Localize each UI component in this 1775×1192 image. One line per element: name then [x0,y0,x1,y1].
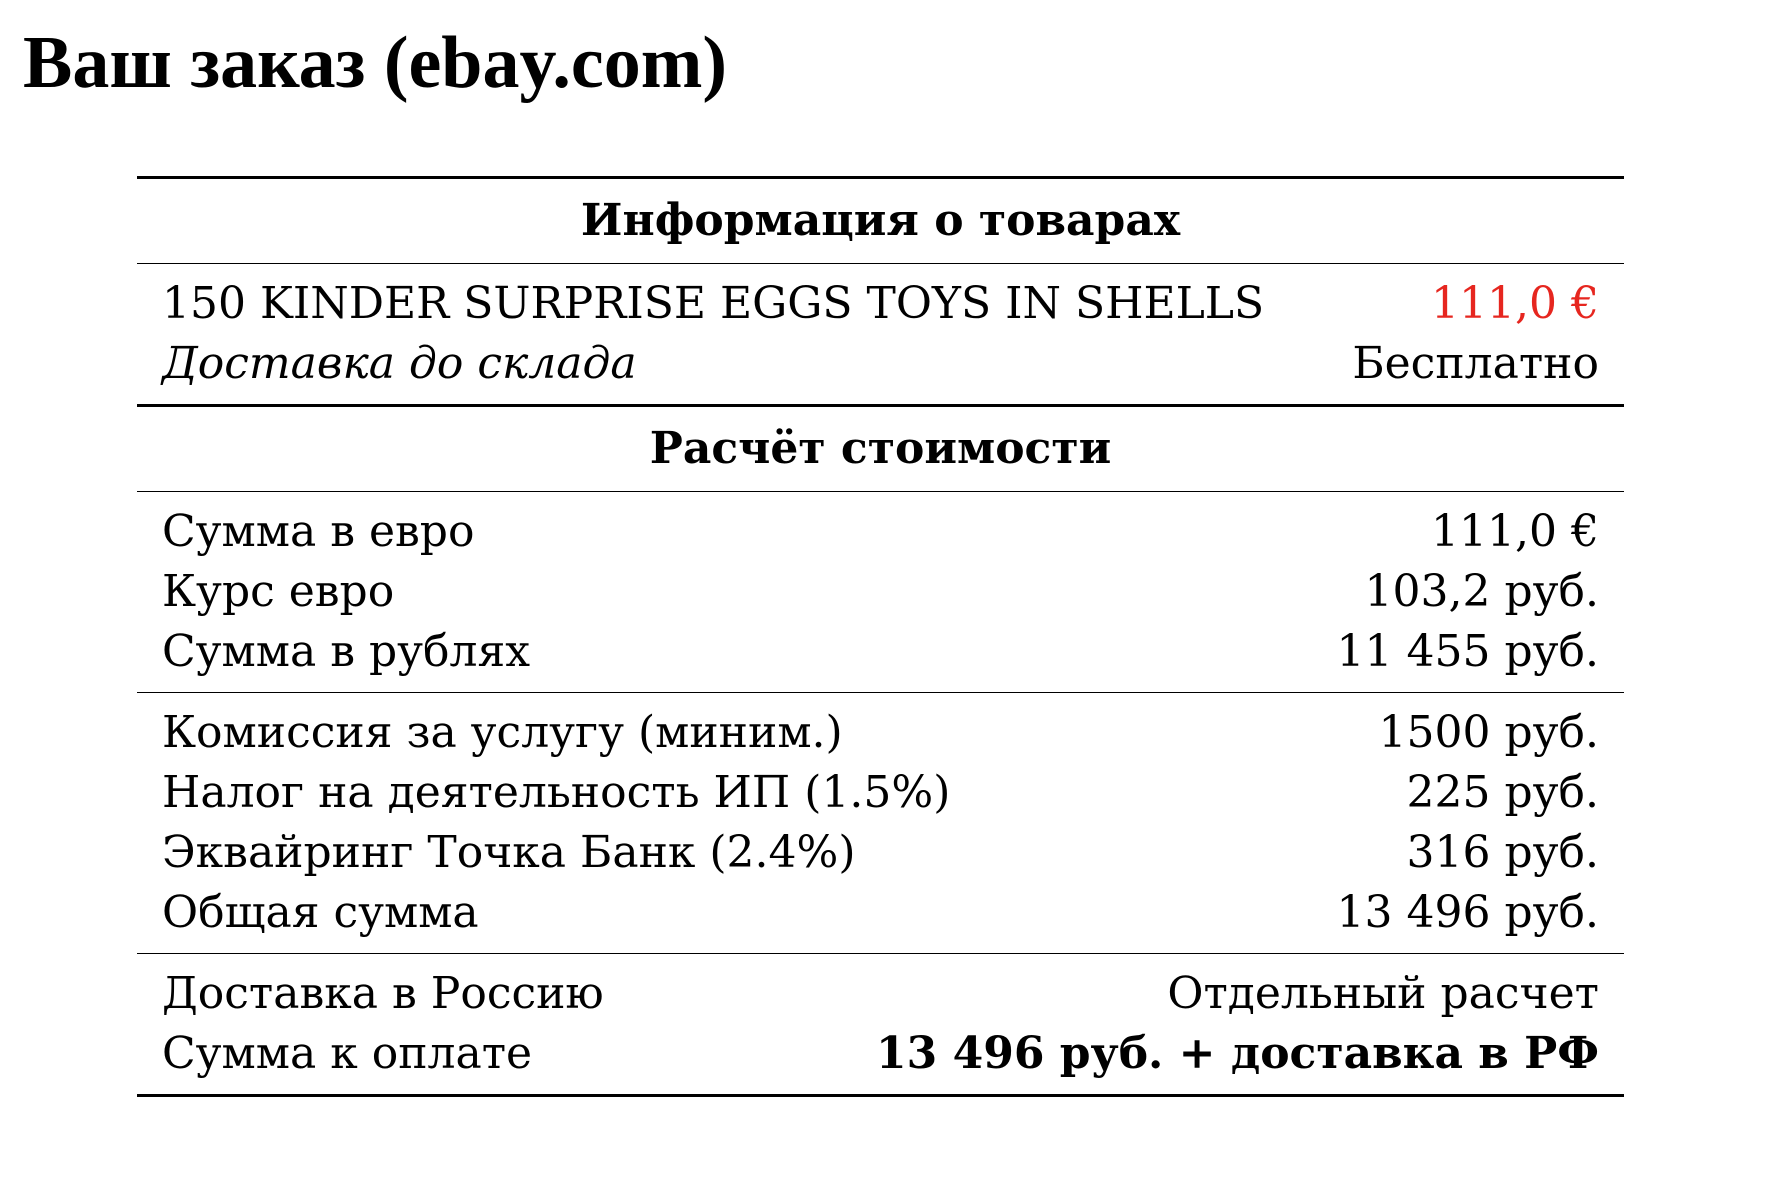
ruble-sum-row [162,622,1599,682]
calculation-heading: Расчёт стоимости [649,423,1112,474]
conversion-section [137,492,1624,692]
products-heading: Информация о товарах [580,195,1181,246]
euro-rate-label: Курс евро [162,566,395,617]
tax-value: 225 руб. [1406,767,1599,818]
euro-sum-row [162,502,1599,562]
product-price: 111,0 € [1431,278,1599,329]
euro-rate-value: 103,2 руб. [1364,566,1599,617]
fees-section [137,693,1624,953]
euro-sum-value: 111,0 € [1431,506,1599,557]
service-fee-label: Комиссия за услугу (миним.) [162,707,843,758]
russia-delivery-label: Доставка в Россию [162,968,604,1019]
subtotal-value: 13 496 руб. [1336,887,1599,938]
order-summary-table [137,176,1624,1097]
amount-due-label: Сумма к оплате [162,1028,533,1079]
euro-rate-row [162,562,1599,622]
products-section [137,264,1624,404]
acquiring-label: Эквайринг Точка Банк (2.4%) [162,827,856,878]
product-name: 150 KINDER SURPRISE EGGS TOYS IN SHELLS [162,278,1265,329]
product-row [162,274,1599,334]
acquiring-value: 316 руб. [1406,827,1599,878]
page-title: Ваш заказ (ebay.com) [23,22,728,104]
euro-sum-label: Сумма в евро [162,506,475,557]
ruble-sum-label: Сумма в рублях [162,626,531,677]
tax-label: Налог на деятельность ИП (1.5%) [162,767,951,818]
warehouse-shipping-label: Доставка до склада [162,338,637,389]
subtotal-label: Общая сумма [162,887,479,938]
subtotal-row [162,883,1599,943]
ruble-sum-value: 11 455 руб. [1336,626,1599,677]
acquiring-row [162,823,1599,883]
final-section [137,954,1624,1094]
tax-row [162,763,1599,823]
amount-due-value: 13 496 руб. + доставка в РФ [876,1028,1599,1079]
warehouse-shipping-value: Бесплатно [1352,338,1599,389]
service-fee-row [162,703,1599,763]
russia-delivery-row [162,964,1599,1024]
russia-delivery-value: Отдельный расчет [1167,968,1599,1019]
table-bottom-rule [137,1094,1624,1097]
warehouse-shipping-row [162,334,1599,394]
service-fee-value: 1500 руб. [1378,707,1599,758]
amount-due-row [162,1024,1599,1084]
